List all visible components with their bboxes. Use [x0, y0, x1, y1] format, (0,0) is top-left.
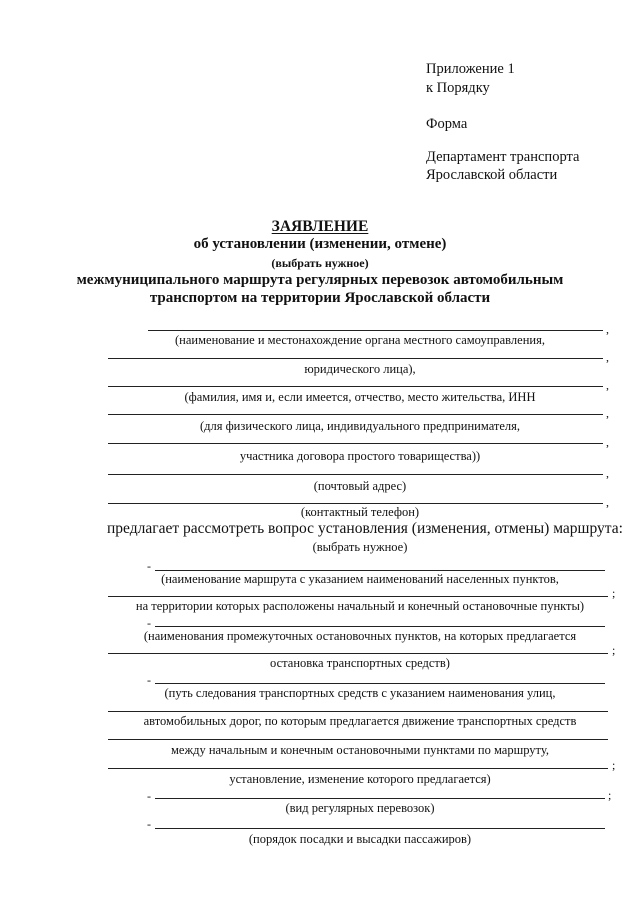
form-label: Форма [426, 116, 468, 132]
applicant-input-line[interactable] [148, 330, 603, 331]
boarding-order-line[interactable] [155, 828, 605, 829]
route-path-line[interactable] [108, 739, 608, 740]
title-line-2: транспортом на территории Ярославской области [149, 290, 491, 306]
order-reference: к Порядку [426, 80, 490, 96]
dash-marker: - [147, 559, 151, 573]
postal-address-line[interactable] [108, 474, 603, 475]
title-choose-note: (выбрать нужное) [271, 256, 369, 270]
line-semicolon: ; [612, 586, 616, 600]
route-path-line[interactable] [108, 768, 608, 769]
intermediate-stops-line[interactable] [108, 653, 608, 654]
route-caption: (наименование маршрута с указанием наименований населенных пунктов, [161, 572, 559, 586]
applicant-input-line[interactable] [108, 358, 603, 359]
proposal-choose-note: (выбрать нужное) [312, 540, 408, 554]
dash-marker: - [147, 673, 151, 687]
applicant-caption: юридического лица), [304, 362, 416, 376]
title-subtitle: об установлении (изменении, отмене) [193, 236, 447, 252]
transport-type-caption: (вид регулярных перевозок) [285, 801, 435, 815]
line-comma: , [606, 435, 609, 449]
line-comma: , [606, 406, 609, 420]
route-name-line[interactable] [155, 570, 605, 571]
intermediate-stops-line[interactable] [155, 626, 605, 627]
dash-marker: - [147, 789, 151, 803]
route-path-line[interactable] [155, 683, 605, 684]
line-comma: , [606, 322, 609, 336]
line-comma: , [606, 350, 609, 364]
applicant-input-line[interactable] [108, 386, 603, 387]
applicant-caption: (для физического лица, индивидуального предпринимателя, [199, 419, 521, 433]
phone-caption: (контактный телефон) [300, 505, 420, 519]
route-caption: между начальным и конечным остановочными пунктами по маршруту, [171, 743, 549, 757]
line-comma: , [606, 495, 609, 509]
phone-line[interactable] [108, 503, 603, 504]
applicant-input-line[interactable] [108, 443, 603, 444]
route-caption: установление, изменение которого предлагается) [229, 772, 491, 786]
route-caption: автомобильных дорог, по которым предлагается движение транспортных средств [143, 714, 577, 728]
route-caption: остановка транспортных средств) [270, 656, 450, 670]
boarding-order-caption: (порядок посадки и высадки пассажиров) [248, 832, 472, 846]
postal-address-caption: (почтовый адрес) [313, 479, 407, 493]
line-semicolon: ; [612, 643, 616, 657]
line-comma: , [606, 466, 609, 480]
line-comma: , [606, 378, 609, 392]
appendix-label: Приложение 1 [426, 61, 515, 77]
route-caption: на территории которых расположены начальный и конечный остановочные пункты) [135, 599, 585, 613]
document-title: ЗАЯВЛЕНИЕ [271, 218, 369, 235]
applicant-input-line[interactable] [108, 414, 603, 415]
transport-type-line[interactable] [155, 798, 605, 799]
dash-marker: - [147, 616, 151, 630]
addressee-line-2: Ярославской области [426, 167, 558, 183]
route-name-line[interactable] [108, 596, 608, 597]
line-semicolon: ; [608, 788, 612, 802]
dash-marker: - [147, 817, 151, 831]
addressee-line-1: Департамент транспорта [426, 149, 580, 165]
applicant-caption: (фамилия, имя и, если имеется, отчество, место жительства, ИНН [184, 390, 536, 404]
applicant-caption: (наименование и местонахождение органа местного самоуправления, [175, 333, 545, 347]
route-caption: (путь следования транспортных средств с указанием наименования улиц, [164, 686, 556, 700]
route-path-line[interactable] [108, 711, 608, 712]
line-semicolon: ; [612, 758, 616, 772]
title-line-1: межмуниципального маршрута регулярных перевозок автомобильным [76, 272, 564, 288]
proposal-text: предлагает рассмотреть вопрос установления (изменения, отмены) маршрута: [107, 520, 623, 537]
route-caption: (наименования промежуточных остановочных пунктов, на которых предлагается [143, 629, 577, 643]
applicant-caption: участника договора простого товарищества)) [239, 449, 481, 463]
